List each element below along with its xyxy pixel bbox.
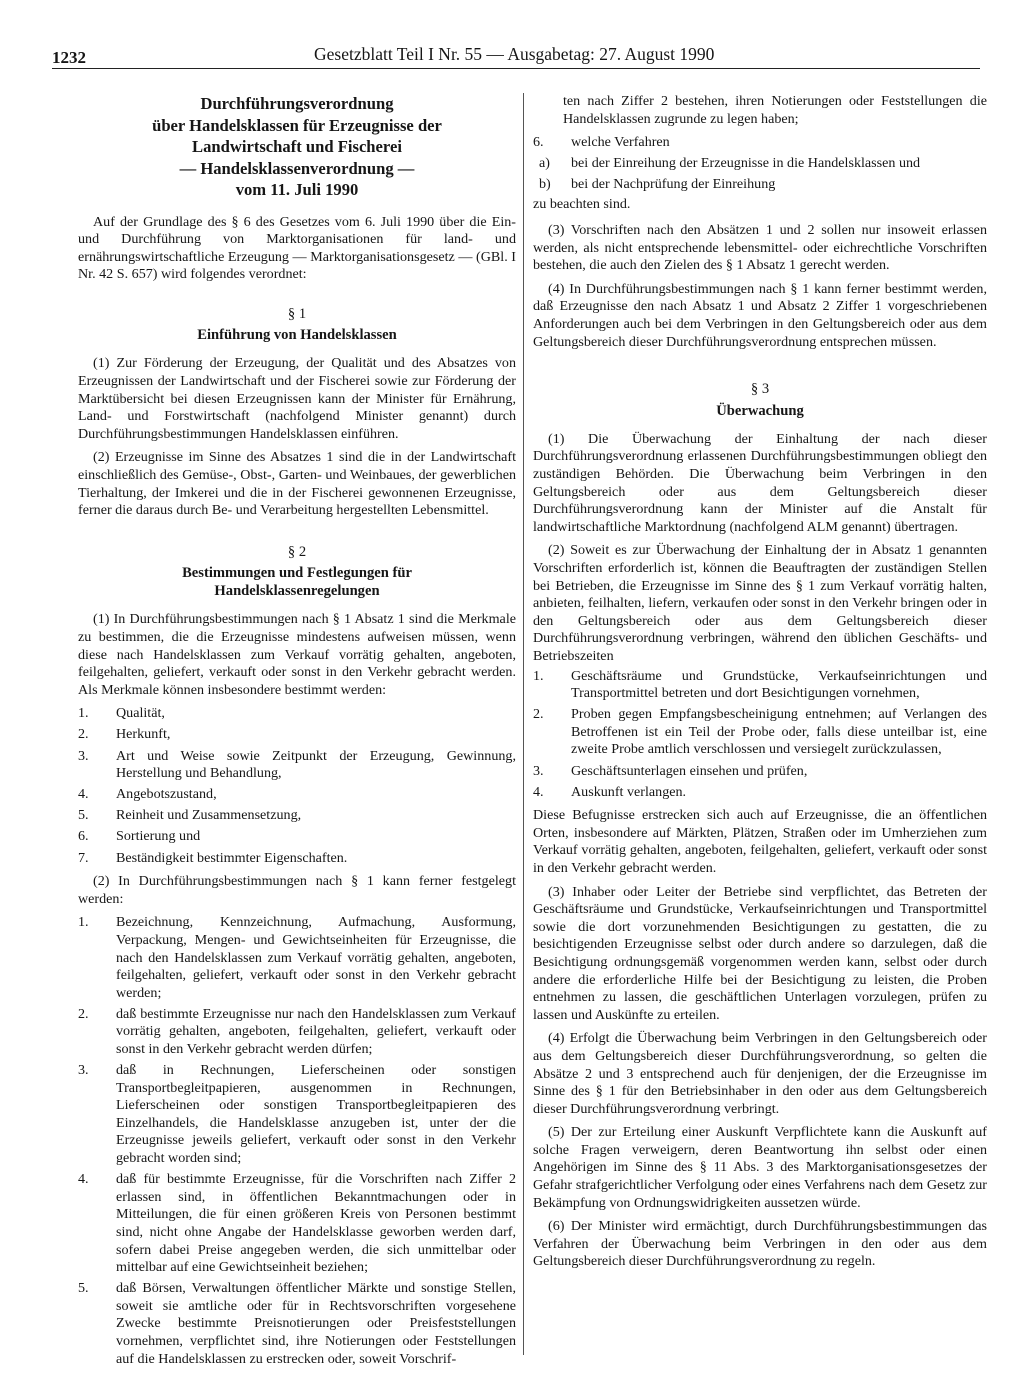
sub-item-text: bei der Nachprüfung der Einreihung	[571, 175, 776, 192]
list-item	[78, 850, 516, 868]
left-column	[78, 93, 516, 1374]
sub-item	[533, 176, 987, 194]
list-item	[78, 1280, 516, 1368]
list-text: Beständigkeit bestimmter Eigenschaften.	[116, 849, 348, 866]
section-3-para-6: (6) Der Minister wird ermächtigt, durch Durchführungsbestimmungen das Verfahren der Überwachung beim Verbringen in den oder aus dem Geltungsbereich dieser Durchführungsverordnung zu regeln.	[533, 1218, 987, 1270]
list-item	[78, 748, 516, 783]
list-item	[78, 1171, 516, 1277]
list-item	[533, 706, 987, 759]
list-text: Geschäftsräume und Grundstücke, Verkaufseinrichtungen und Transportmittel betreten und dort Besichtigungen vornehmen,	[571, 667, 987, 702]
list-text: Proben gegen Empfangsbescheinigung entnehmen; auf Verlangen des Betroffenen ist ein Teil der Probe oder, falls diese unteilbar ist, eine zweite Probe amtlich verschlossen und versiegelt zurückzulassen,	[571, 706, 987, 758]
list-text: Herkunft,	[116, 726, 171, 743]
column-divider	[523, 93, 524, 1355]
title-line: Landwirtschaft und Fischerei	[192, 137, 402, 156]
list-item	[78, 914, 516, 1002]
section-2-heading-line: Bestimmungen und Festlegungen für	[182, 565, 412, 582]
list-item	[533, 784, 987, 802]
section-3-heading: Überwachung	[716, 402, 804, 419]
section-2-heading-line: Handelsklassenregelungen	[214, 583, 380, 600]
section-1-number: § 1	[287, 305, 307, 322]
title-line: — Handelsklassenverordnung —	[179, 158, 415, 178]
preamble: Auf der Grundlage des § 6 des Gesetzes vom 6. Juli 1990 über die Ein- und Durchführung von Marktorganisationen für land- und ernährungswirtschaftliche Erzeugung — Marktorganisationsgesetz — (GBl. I Nr. 42 S. 657) wird folgendes verordnet:	[78, 213, 516, 283]
list-item	[78, 1062, 516, 1168]
list-item	[78, 726, 516, 744]
list-number: 5.	[78, 807, 89, 824]
sub-item-text: bei der Einreihung der Erzeugnisse in die Handelsklassen und	[571, 155, 921, 172]
list-text: Auskunft verlangen.	[571, 783, 687, 800]
section-2-number: § 2	[287, 543, 307, 560]
ordinance-title	[88, 93, 506, 201]
list-number: 6.	[78, 828, 89, 845]
page-header	[52, 42, 980, 69]
list-item	[533, 134, 987, 152]
list-number: 2.	[533, 706, 544, 723]
list-text: daß für bestimmte Erzeugnisse, für die Vorschriften nach Ziffer 2 erlassen sind, in öffentlichen Bekanntmachungen oder in Mitteilungen, die für einen größeren Kreis von Personen bestimmt sind, nicht ohne Angabe der Handelsklasse geworben werden darf, sofern dabei Preise angegeben werden, die sich unmittelbar oder mittelbar auf eine Gewichtseinheit beziehen;	[116, 1171, 516, 1276]
section-2-para-1: (1) In Durchführungsbestimmungen nach § 1 Absatz 1 sind die Merkmale zu bestimmen, die die Erzeugnisse mindestens aufweisen müssen, wenn diese nach Handelsklassen zum Verkauf vorrätig gehalten, angeboten, feilgehalten, geliefert, verkauft oder sonst in den Verkehr gebracht werden. Als Merkmale können insbesondere bestimmt werden:	[78, 611, 516, 698]
section-2-item-6-end: zu beachten sind.	[533, 196, 631, 213]
page-number: 1232	[52, 48, 86, 67]
sub-item-letter: a)	[539, 155, 550, 172]
list-item	[78, 1006, 516, 1059]
list-text: Qualität,	[116, 705, 165, 722]
section-1-para-2: (2) Erzeugnisse im Sinne des Absatzes 1 sind die in der Landwirtschaft einschließlich des Gemüse-, Obst-, Garten- und Weinbaues, der gewerblichen Tierhaltung, der Imkerei und die in der Fischerei gewonnenen Erzeugnisse, ferner die daraus durch Be- und Verarbeitung hergestellten Lebensmittel.	[78, 449, 516, 519]
section-3-para-4: (4) Erfolgt die Überwachung beim Verbringen in den Geltungsbereich oder aus dem Geltungsbereich dieser Durchführungsverordnung, so gelten die Absätze 2 und 3 entsprechend auch für denjenigen, der die Erzeugnisse im Sinne des § 1 für den Betriebsinhaber in den oder aus dem Geltungsbereich dieser Durchführungsverordnung verbringt.	[533, 1030, 987, 1117]
section-2-heading	[78, 564, 516, 600]
running-head: Gesetzblatt Teil I Nr. 55 — Ausgabetag: 27. August 1990	[314, 44, 715, 64]
list-number: 5.	[78, 1280, 89, 1297]
list-text: Sortierung und	[116, 828, 201, 845]
list-text: daß Börsen, Verwaltungen öffentlicher Märkte und sonstige Stellen, soweit sie amtliche oder für in Rechtsvorschriften vorgesehene Zwecke bestimmte Preisnotierungen oder Preisfeststellungen vornehmen, verpflichtet sind, ihre Notierungen oder Feststellungen auf die Handelsklassen zu erstrecken oder, soweit Vorschrif-	[116, 1280, 516, 1367]
list-text: daß bestimmte Erzeugnisse nur nach den Handelsklassen zum Verkauf vorrätig gehalten, angeboten, feilgehalten, geliefert, verkauft oder sonst in den Verkehr gebracht werden dürfen;	[116, 1005, 516, 1057]
list-number: 6.	[533, 134, 544, 151]
title-date: vom 11. Juli 1990	[235, 180, 359, 199]
list-number: 4.	[78, 786, 89, 803]
title-line: Durchführungsverordnung	[200, 94, 394, 113]
section-2-feature-list	[78, 705, 516, 867]
list-number: 2.	[78, 726, 89, 743]
section-2-para-2: (2) In Durchführungsbestimmungen nach § 1 kann ferner festgelegt werden:	[78, 873, 516, 907]
section-2-para-4: (4) In Durchführungsbestimmungen nach § 1 kann ferner bestimmt werden, daß Erzeugnisse den nach Absatz 1 und Absatz 2 Ziffer 1 vorgeschriebenen Anforderungen auch bei dem Verbringen in den Geltungsbereich oder aus dem Geltungsbereich dieser Durchführungsverordnung entsprechen müssen.	[533, 280, 987, 350]
list-item	[533, 763, 987, 781]
list-number: 4.	[78, 1171, 89, 1188]
list-number: 2.	[78, 1005, 89, 1022]
list-number: 1.	[78, 914, 89, 931]
list-item	[78, 705, 516, 723]
sub-item	[533, 155, 987, 173]
list-number: 3.	[78, 1062, 89, 1079]
section-3-powers-list	[533, 668, 987, 802]
list-item	[533, 668, 987, 703]
section-3-number: § 3	[750, 381, 770, 398]
section-3-para-3: (3) Inhaber oder Leiter der Betriebe sind verpflichtet, das Betreten der Geschäftsräume und Grundstücke, Verkaufseinrichtungen und Transportmittel sowie die dort vorzunehmenden Besichtigungen zu gestatten, die zu besichtigenden Erzeugnisse selbst oder durch andere so darzulegen, daß die Besichtigung ordnungsgemäß vorgenommen werden kann, selbst oder durch andere die erforderliche Hilfe bei der Besichtigung zu leisten, die Proben entnehmen zu lassen, die geschäftlichen Unterlagen vorzulegen, prüfen zu lassen und Auskünfte zu erteilen.	[533, 883, 987, 1023]
title-line: über Handelsklassen für Erzeugnisse der	[152, 115, 442, 135]
list-text: Bezeichnung, Kennzeichnung, Aufmachung, Ausformung, Verpackung, Mengen- und Gewichtseinheiten für Erzeugnisse, die nach den Handelsklassen zum Verkauf vorrätig gehalten, angeboten, feilgehalten, geliefert, verkauft oder sonst in den Verkehr gebracht werden;	[116, 914, 516, 1001]
list-item	[78, 807, 516, 825]
section-1-para-1: (1) Zur Förderung der Erzeugung, der Qualität und des Absatzes von Erzeugnissen der Landwirtschaft und der Fischerei sowie zur Förderung der Marktübersicht bei diesen Erzeugnissen kann der Minister für Ernährung, Land- und Forstwirtschaft (nachfolgend Minister genannt) durch Durchführungsbestimmungen Handelsklassen einführen.	[78, 355, 516, 442]
list-text: Reinheit und Zusammensetzung,	[116, 807, 302, 824]
section-3-para-1: (1) Die Überwachung der Einhaltung der nach dieser Durchführungsverordnung erlassenen Durchführungsbestimmungen obliegt den zuständigen Behörden. Die Überwachung beim Verbringen in den Geltungsbereich oder aus dem Geltungsbereich dieser Durchführungsverordnung kann der Minister auf die Anstalt für landwirtschaftliche Marktordnung (nachfolgend ALM genannt) übertragen.	[533, 430, 987, 535]
section-3-para-2: (2) Soweit es zur Überwachung der Einhaltung der in Absatz 1 genannten Vorschriften erforderlich ist, können die Beauftragten der zuständigen Stellen bei Betrieben, die Erzeugnisse im Sinne des § 1 zum Verkauf vorrätig halten, anbieten, feilhalten, liefern, verkaufen oder sonst in den Verkehr bringen oder in den Geltungsbereich oder aus dem Geltungsbereich dieser Durchführungsverordnung verbringen, während den üblichen Geschäfts- und Betriebszeiten	[533, 542, 987, 664]
list-number: 1.	[533, 667, 544, 684]
list-text: Art und Weise sowie Zeitpunkt der Erzeugung, Gewinnung, Herstellung und Behandlung,	[116, 747, 516, 782]
list-text: daß in Rechnungen, Lieferscheinen oder sonstigen Transportbegleitpapieren, ausgenommen in Rechnungen, Lieferscheinen oder sonstigen Transportbegleitpapieren des Einzelhandels, die Handelsklasse anzugeben ist, unter der die Erzeugnisse jeweils geliefert, verkauft oder sonst in den Verkehr gebracht worden sind;	[116, 1062, 516, 1167]
list-number: 7.	[78, 849, 89, 866]
list-item	[78, 786, 516, 804]
section-3-para-5: (5) Der zur Erteilung einer Auskunft Verpflichtete kann die Auskunft auf solche Fragen verweigern, deren Beantwortung ihn selbst oder einen Angehörigen im Sinne des § 11 Abs. 3 des Marktorganisationsgesetzes der Gefahr strafgerichtlicher Verfolgung oder eines Verfahrens nach dem Gesetz zur Bekämpfung von Ordnungswidrigkeiten aussetzen würde.	[533, 1124, 987, 1211]
right-column	[533, 93, 987, 1277]
list-item	[78, 828, 516, 846]
list-number: 3.	[533, 762, 544, 779]
list-text: Angebotszustand,	[116, 786, 217, 803]
section-2-provision-list	[78, 914, 516, 1368]
section-3-para-2-end: Diese Befugnisse erstrecken sich auch auf Erzeugnisse, die an öffentlichen Orten, insbesondere auf Märkten, Plätzen, Straßen oder im Umherziehen zum Verkauf vorrätig gehalten, angeboten, feilgehalten, geliefert, verkauft oder sonst in den Verkehr gebracht werden.	[533, 807, 987, 876]
list-text: Geschäftsunterlagen einsehen und prüfen,	[571, 762, 808, 779]
section-2-para-3: (3) Vorschriften nach den Absätzen 1 und 2 sollen nur insoweit erlassen werden, als nicht entsprechende lebensmittel- oder eichrechtliche Vorschriften bestehen, die auch den Zielen des § 1 Absatz 1 gerecht werden.	[533, 222, 987, 274]
section-1-heading: Einführung von Handelsklassen	[197, 327, 397, 344]
sub-item-letter: b)	[539, 175, 551, 192]
section-2-item-5-continuation: ten nach Ziffer 2 bestehen, ihren Notierungen oder Feststellungen die Handelsklassen zugrunde zu legen haben;	[563, 93, 987, 127]
list-number: 1.	[78, 705, 89, 722]
list-text: welche Verfahren	[571, 134, 670, 151]
list-number: 4.	[533, 783, 544, 800]
list-number: 3.	[78, 747, 89, 764]
